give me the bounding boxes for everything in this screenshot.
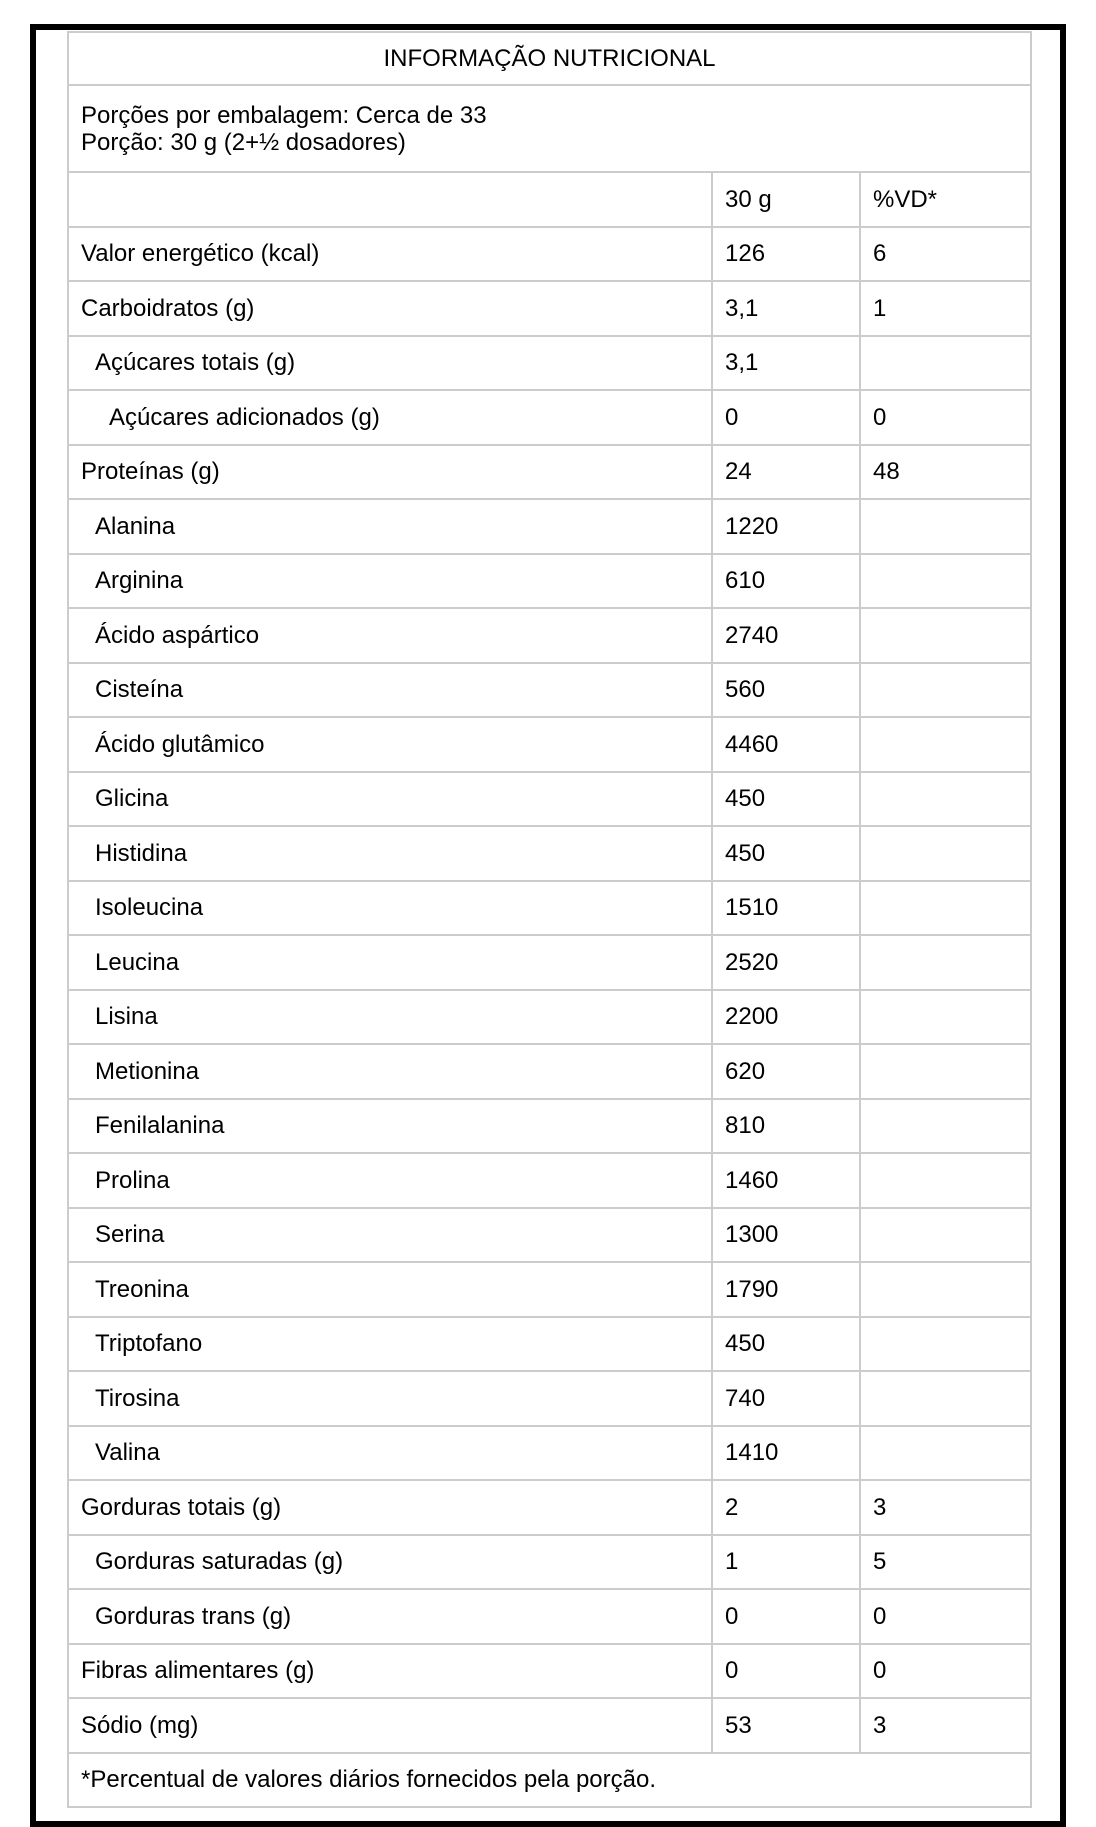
- nutrition-facts-table: [67, 31, 1032, 1808]
- nutrient-row: [68, 1426, 1031, 1481]
- nutrient-quantity: 450: [712, 1317, 860, 1372]
- nutrient-quantity: 24: [712, 445, 860, 500]
- nutrient-quantity: 450: [712, 826, 860, 881]
- nutrient-daily-value: [860, 881, 1031, 936]
- nutrient-row: [68, 281, 1031, 336]
- nutrient-quantity: 1220: [712, 499, 860, 554]
- nutrient-row: [68, 227, 1031, 282]
- nutrient-row: [68, 1698, 1031, 1753]
- nutrient-quantity: 2740: [712, 608, 860, 663]
- nutrient-quantity: 53: [712, 1698, 860, 1753]
- column-header-row: [68, 172, 1031, 227]
- column-header-quantity: 30 g: [712, 172, 860, 227]
- nutrient-label: Carboidratos (g): [68, 281, 712, 336]
- nutrient-label: Açúcares totais (g): [68, 336, 712, 391]
- nutrient-daily-value: [860, 717, 1031, 772]
- nutrient-label: Gorduras trans (g): [68, 1589, 712, 1644]
- nutrient-daily-value: [860, 554, 1031, 609]
- nutrient-label: Leucina: [68, 935, 712, 990]
- nutrient-label: Glicina: [68, 772, 712, 827]
- serving-info-row: [68, 85, 1031, 172]
- nutrient-daily-value: [860, 772, 1031, 827]
- nutrient-row: [68, 1371, 1031, 1426]
- nutrient-row: [68, 1044, 1031, 1099]
- nutrient-quantity: 2: [712, 1480, 860, 1535]
- column-header-daily-value: %VD*: [860, 172, 1031, 227]
- nutrient-daily-value: [860, 1371, 1031, 1426]
- servings-per-package: Porções por embalagem: Cerca de 33: [81, 101, 487, 129]
- nutrient-daily-value: 6: [860, 227, 1031, 282]
- nutrient-quantity: 1300: [712, 1208, 860, 1263]
- nutrient-daily-value: [860, 499, 1031, 554]
- nutrient-row: [68, 1099, 1031, 1154]
- nutrient-label: Histidina: [68, 826, 712, 881]
- nutrient-label: Valina: [68, 1426, 712, 1481]
- nutrient-label: Açúcares adicionados (g): [68, 390, 712, 445]
- nutrient-label: Valor energético (kcal): [68, 227, 712, 282]
- nutrient-daily-value: [860, 1317, 1031, 1372]
- nutrient-daily-value: [860, 1426, 1031, 1481]
- nutrient-quantity: 0: [712, 390, 860, 445]
- nutrient-daily-value: 48: [860, 445, 1031, 500]
- nutrient-row: [68, 1208, 1031, 1263]
- nutrient-row: [68, 717, 1031, 772]
- nutrient-row: [68, 1262, 1031, 1317]
- nutrient-row: [68, 608, 1031, 663]
- nutrient-daily-value: 0: [860, 1589, 1031, 1644]
- serving-info-cell: [68, 85, 1031, 172]
- nutrient-daily-value: [860, 663, 1031, 718]
- nutrient-label: Tirosina: [68, 1371, 712, 1426]
- nutrient-daily-value: 0: [860, 1644, 1031, 1699]
- nutrient-row: [68, 663, 1031, 718]
- nutrient-quantity: 2200: [712, 990, 860, 1045]
- nutrient-row: [68, 499, 1031, 554]
- nutrient-quantity: 810: [712, 1099, 860, 1154]
- nutrient-quantity: 1510: [712, 881, 860, 936]
- title-row: [68, 32, 1031, 85]
- nutrient-row: [68, 990, 1031, 1045]
- nutrient-label: Lisina: [68, 990, 712, 1045]
- nutrient-daily-value: [860, 1208, 1031, 1263]
- nutrient-daily-value: [860, 1044, 1031, 1099]
- nutrient-daily-value: [860, 990, 1031, 1045]
- nutrient-quantity: 1460: [712, 1153, 860, 1208]
- nutrient-label: Alanina: [68, 499, 712, 554]
- nutrient-label: Fenilalanina: [68, 1099, 712, 1154]
- nutrient-quantity: 0: [712, 1589, 860, 1644]
- nutrient-label: Cisteína: [68, 663, 712, 718]
- nutrient-quantity: 0: [712, 1644, 860, 1699]
- nutrient-row: [68, 772, 1031, 827]
- table-title: INFORMAÇÃO NUTRICIONAL: [68, 32, 1031, 85]
- nutrient-label: Gorduras saturadas (g): [68, 1535, 712, 1590]
- nutrient-quantity: 740: [712, 1371, 860, 1426]
- nutrient-label: Triptofano: [68, 1317, 712, 1372]
- nutrient-daily-value: [860, 935, 1031, 990]
- nutrient-label: Sódio (mg): [68, 1698, 712, 1753]
- nutrient-daily-value: [860, 608, 1031, 663]
- nutrient-quantity: 1790: [712, 1262, 860, 1317]
- nutrient-quantity: 1: [712, 1535, 860, 1590]
- nutrient-quantity: 4460: [712, 717, 860, 772]
- nutrient-label: Ácido glutâmico: [68, 717, 712, 772]
- nutrient-row: [68, 445, 1031, 500]
- nutrient-daily-value: 5: [860, 1535, 1031, 1590]
- nutrient-label: Fibras alimentares (g): [68, 1644, 712, 1699]
- nutrient-label: Isoleucina: [68, 881, 712, 936]
- nutrient-daily-value: [860, 1262, 1031, 1317]
- nutrient-row: [68, 554, 1031, 609]
- portion-size: Porção: 30 g (2+½ dosadores): [81, 128, 406, 156]
- nutrient-quantity: 1410: [712, 1426, 860, 1481]
- nutrient-row: [68, 935, 1031, 990]
- nutrient-row: [68, 1480, 1031, 1535]
- nutrient-quantity: 3,1: [712, 336, 860, 391]
- column-header-label: [68, 172, 712, 227]
- nutrient-row: [68, 1317, 1031, 1372]
- footnote-row: [68, 1753, 1031, 1808]
- nutrient-daily-value: 0: [860, 390, 1031, 445]
- nutrient-daily-value: [860, 1153, 1031, 1208]
- nutrient-quantity: 2520: [712, 935, 860, 990]
- nutrient-row: [68, 826, 1031, 881]
- nutrient-label: Arginina: [68, 554, 712, 609]
- nutrient-row: [68, 1589, 1031, 1644]
- nutrient-daily-value: [860, 826, 1031, 881]
- nutrient-daily-value: 3: [860, 1698, 1031, 1753]
- nutrient-row: [68, 1644, 1031, 1699]
- nutrient-label: Gorduras totais (g): [68, 1480, 712, 1535]
- nutrient-label: Serina: [68, 1208, 712, 1263]
- footnote: *Percentual de valores diários fornecidos pela porção.: [68, 1753, 1031, 1808]
- nutrient-row: [68, 390, 1031, 445]
- nutrient-quantity: 126: [712, 227, 860, 282]
- nutrient-daily-value: [860, 1099, 1031, 1154]
- nutrient-row: [68, 881, 1031, 936]
- nutrient-label: Metionina: [68, 1044, 712, 1099]
- nutrient-label: Proteínas (g): [68, 445, 712, 500]
- label-frame: [30, 24, 1066, 1827]
- nutrient-row: [68, 336, 1031, 391]
- nutrient-quantity: 610: [712, 554, 860, 609]
- nutrient-label: Ácido aspártico: [68, 608, 712, 663]
- nutrient-row: [68, 1535, 1031, 1590]
- nutrient-quantity: 3,1: [712, 281, 860, 336]
- nutrient-row: [68, 1153, 1031, 1208]
- nutrient-label: Prolina: [68, 1153, 712, 1208]
- nutrient-daily-value: 3: [860, 1480, 1031, 1535]
- nutrient-quantity: 560: [712, 663, 860, 718]
- nutrient-quantity: 450: [712, 772, 860, 827]
- nutrient-quantity: 620: [712, 1044, 860, 1099]
- nutrient-daily-value: [860, 336, 1031, 391]
- nutrient-label: Treonina: [68, 1262, 712, 1317]
- nutrient-daily-value: 1: [860, 281, 1031, 336]
